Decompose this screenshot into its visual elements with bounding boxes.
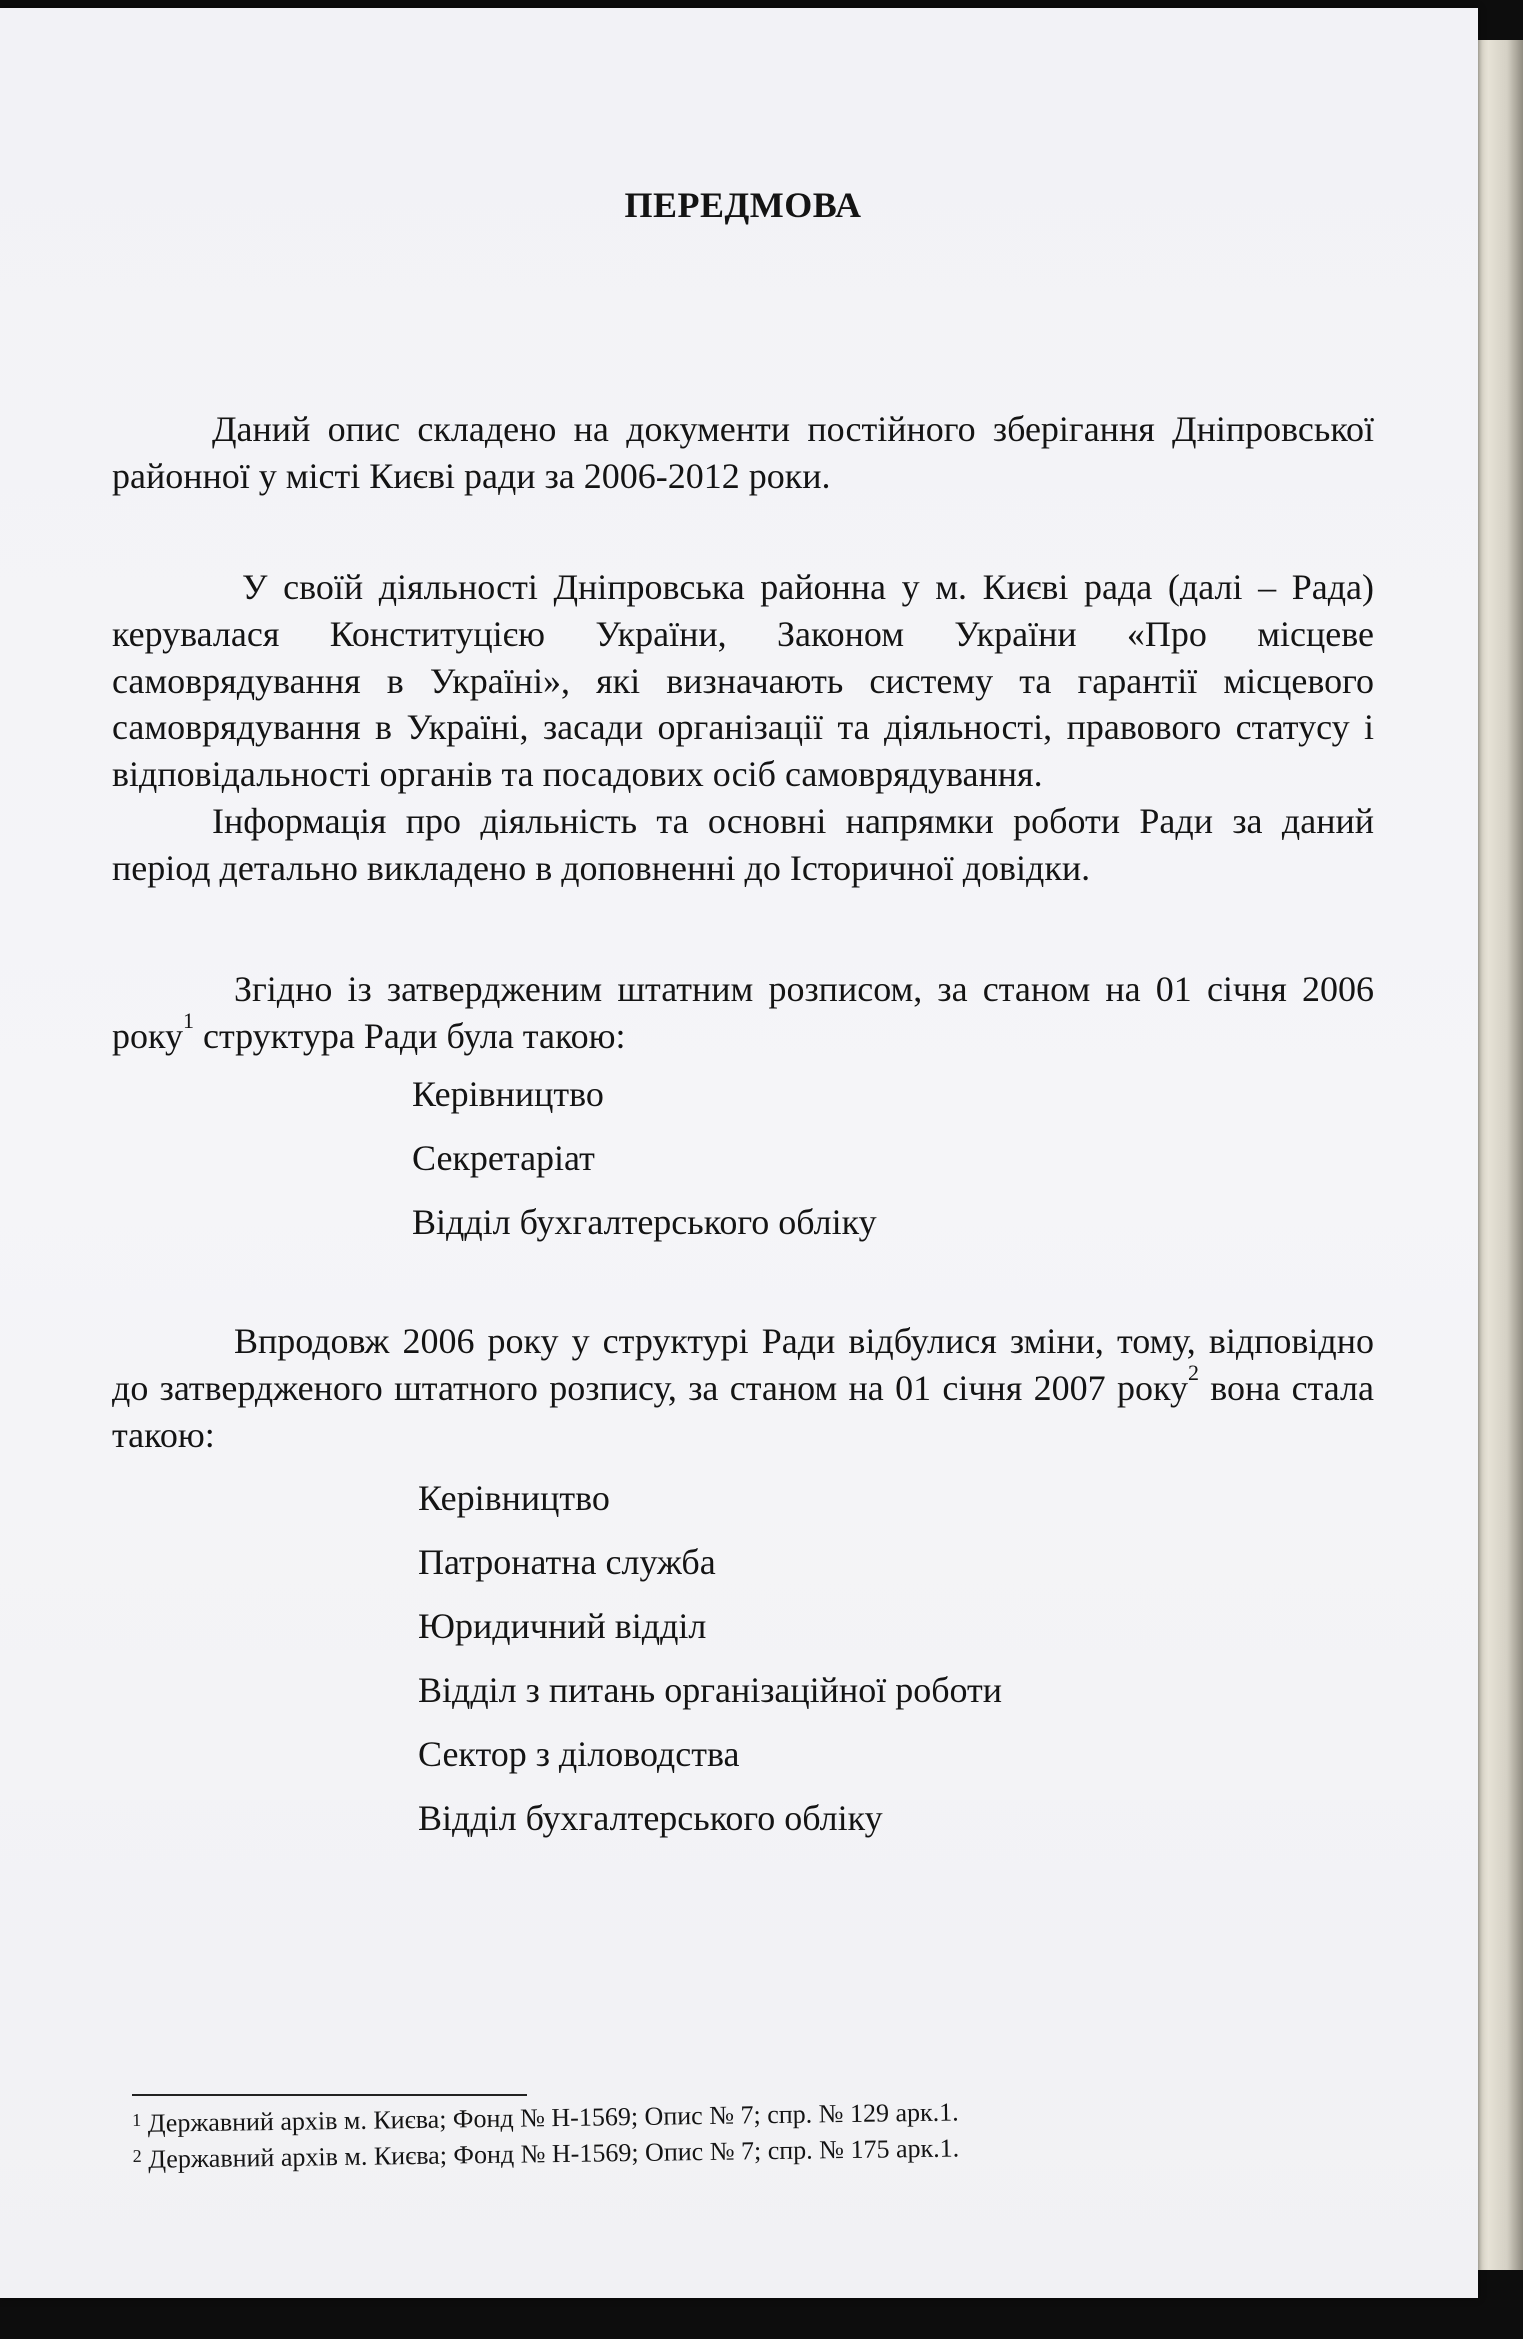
paragraph-activity-info: Інформація про діяльність та основні напрямки роботи Ради за даний період детально викладено в доповненні до Історичної довідки. (112, 801, 1374, 888)
paragraph-structure-2007-tail: вона стала такою: (112, 1367, 1375, 1455)
paragraph-structure-2006-text: Згідно із затвердженим штатним розписом, за станом на 01 січня 2006 року (112, 969, 1374, 1056)
list-item: Відділ з питань організаційної роботи (418, 1670, 1003, 1710)
list-item: Сектор з діловодства (418, 1734, 740, 1774)
list-item: Керівництво (412, 1074, 604, 1114)
footnote-ref-2: 2 (1187, 1359, 1199, 1385)
list-item: Патронатна служба (418, 1542, 716, 1582)
page-title: ПЕРЕДМОВА (624, 185, 862, 225)
paragraph-legal-basis: У своїй діяльності Дніпровська районна у м. Києві рада (далі – Рада) керувалася Конституцією України, Законом України «Про місцеве самоврядування в Україні», які визначають систему та гарантії місцевого самоврядування в Україні, засади організації та діяльності, правового статусу і відповідальності органів та посадових осіб самоврядування. (112, 567, 1374, 795)
footnote-separator (132, 2094, 527, 2096)
footnote-text: Державний архів м. Києва; Фонд № Н-1569; Опис № 7; спр. № 175 арк.1. (148, 2133, 960, 2174)
list-item: Секретаріат (412, 1138, 595, 1178)
list-item: Керівництво (418, 1478, 610, 1518)
footnote-ref-1: 1 (182, 1007, 194, 1033)
paragraph-intro: Даний опис складено на документи постійного зберігання Дніпровської районної у місті Києві ради за 2006-2012 роки. (112, 409, 1374, 496)
paragraph-structure-2006-tail: структура Ради була такою: (193, 1015, 626, 1056)
list-item: Відділ бухгалтерського обліку (418, 1798, 883, 1838)
footnote-text: Державний архів м. Києва; Фонд № Н-1569; Опис № 7; спр. № 129 арк.1. (147, 2097, 959, 2138)
paragraph-structure-2006 (112, 966, 1374, 1060)
list-item: Відділ бухгалтерського обліку (412, 1202, 877, 1242)
structure-2007-list (418, 1466, 1002, 1850)
footnotes (132, 2094, 959, 2178)
footnote-mark: 2 (132, 2145, 142, 2166)
footnote-mark: 1 (132, 2109, 142, 2130)
paragraph-structure-2007-text: Впродовж 2006 року у структурі Ради відбулися зміни, тому, відповідно до затвердженого штатного розпису, за станом на 01 січня 2007 року (112, 1321, 1374, 1408)
structure-2006-list (412, 1062, 877, 1254)
paragraph-structure-2007 (112, 1318, 1374, 1458)
document-page (0, 8, 1478, 2298)
list-item: Юридичний відділ (418, 1606, 707, 1646)
